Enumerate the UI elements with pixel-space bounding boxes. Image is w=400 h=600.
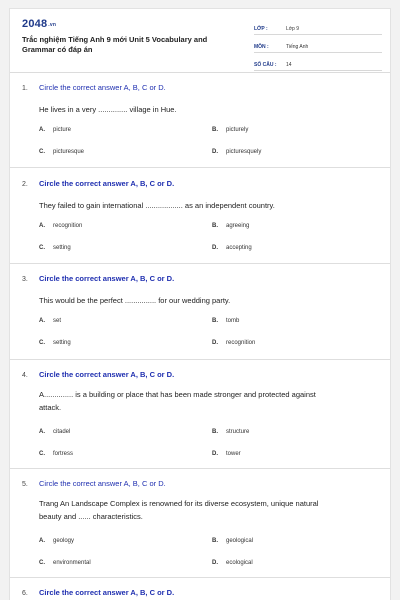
option-a[interactable]: A. citadel — [39, 429, 71, 435]
question-divider — [10, 468, 390, 469]
question-number: 6. — [22, 590, 28, 597]
question-text: This would be the perfect ............... for our wedding party. — [39, 296, 231, 305]
meta-value: Tiếng Anh — [286, 44, 309, 50]
question-text: Trang An Landscape Complex is renowned for its diverse ecosystem, unique natural beauty and ...... characteristics. — [39, 499, 319, 521]
option-c[interactable]: C. setting — [39, 245, 71, 251]
meta-label: LỚP : — [254, 26, 268, 32]
question-header — [22, 370, 174, 379]
option-d[interactable]: D. recognition — [212, 340, 256, 346]
question-header — [22, 274, 174, 283]
meta-row-subject — [254, 39, 382, 53]
option-d[interactable]: D. picturesquely — [212, 149, 262, 155]
question-header — [22, 588, 174, 597]
meta-row-count — [254, 57, 382, 71]
question-text: A.............. is a building or place that has been made stronger and protected against attack. — [39, 390, 316, 412]
question-header — [22, 479, 166, 488]
option-d[interactable]: D. tower — [212, 451, 241, 457]
question-number: 2. — [22, 181, 28, 188]
document-title: Trắc nghiệm Tiếng Anh 9 mới Unit 5 Vocabulary and Grammar có đáp án — [22, 35, 208, 54]
question-instruction: Circle the correct answer A, B, C or D. — [39, 179, 175, 188]
option-a[interactable]: A. picture — [39, 127, 72, 133]
option-a[interactable]: A. set — [39, 318, 62, 324]
question-instruction: Circle the correct answer A, B, C or D. — [39, 274, 175, 283]
question-divider — [10, 577, 390, 578]
question-divider — [10, 263, 390, 264]
question-number: 4. — [22, 372, 28, 379]
site-logo[interactable] — [22, 18, 56, 30]
option-c[interactable]: C. picturesque — [39, 149, 85, 155]
document-meta — [254, 21, 382, 75]
question-text: He lives in a very .............. village in Hue. — [39, 105, 177, 114]
question-instruction: Circle the correct answer A, B, C or D. — [39, 588, 175, 597]
option-b[interactable]: B. agreeing — [212, 223, 250, 229]
meta-value: Lớp 9 — [286, 26, 300, 32]
document-header — [10, 9, 390, 73]
option-d[interactable]: D. ecological — [212, 560, 253, 566]
question-number: 1. — [22, 85, 28, 92]
question-instruction: Circle the correct answer A, B, C or D. — [39, 370, 175, 379]
option-b[interactable]: B. picturely — [212, 127, 249, 133]
option-c[interactable]: C. fortress — [39, 451, 74, 457]
meta-label: SỐ CÂU : — [254, 62, 277, 68]
question-header — [22, 179, 174, 188]
logo-suffix: .vn — [48, 22, 57, 28]
question-number: 3. — [22, 276, 28, 283]
question-divider — [10, 359, 390, 360]
option-d[interactable]: D. accepting — [212, 245, 252, 251]
question-text: They failed to gain international .................. as an independent country. — [39, 201, 275, 210]
question-divider — [10, 167, 390, 168]
option-a[interactable]: A. geology — [39, 538, 75, 544]
logo-text: 2048 — [22, 18, 48, 30]
meta-value: 14 — [286, 62, 292, 68]
question-number: 5. — [22, 481, 28, 488]
option-b[interactable]: B. geological — [212, 538, 254, 544]
option-b[interactable]: B. tomb — [212, 318, 240, 324]
question-header — [22, 83, 166, 92]
meta-row-class — [254, 21, 382, 35]
question-instruction: Circle the correct answer A, B, C or D. — [39, 479, 166, 488]
option-c[interactable]: C. environmental — [39, 560, 91, 566]
option-b[interactable]: B. structure — [212, 429, 250, 435]
meta-label: MÔN : — [254, 44, 269, 50]
option-c[interactable]: C. setting — [39, 340, 71, 346]
option-a[interactable]: A. recognition — [39, 223, 83, 229]
document-page — [9, 8, 391, 600]
question-instruction: Circle the correct answer A, B, C or D. — [39, 83, 166, 92]
